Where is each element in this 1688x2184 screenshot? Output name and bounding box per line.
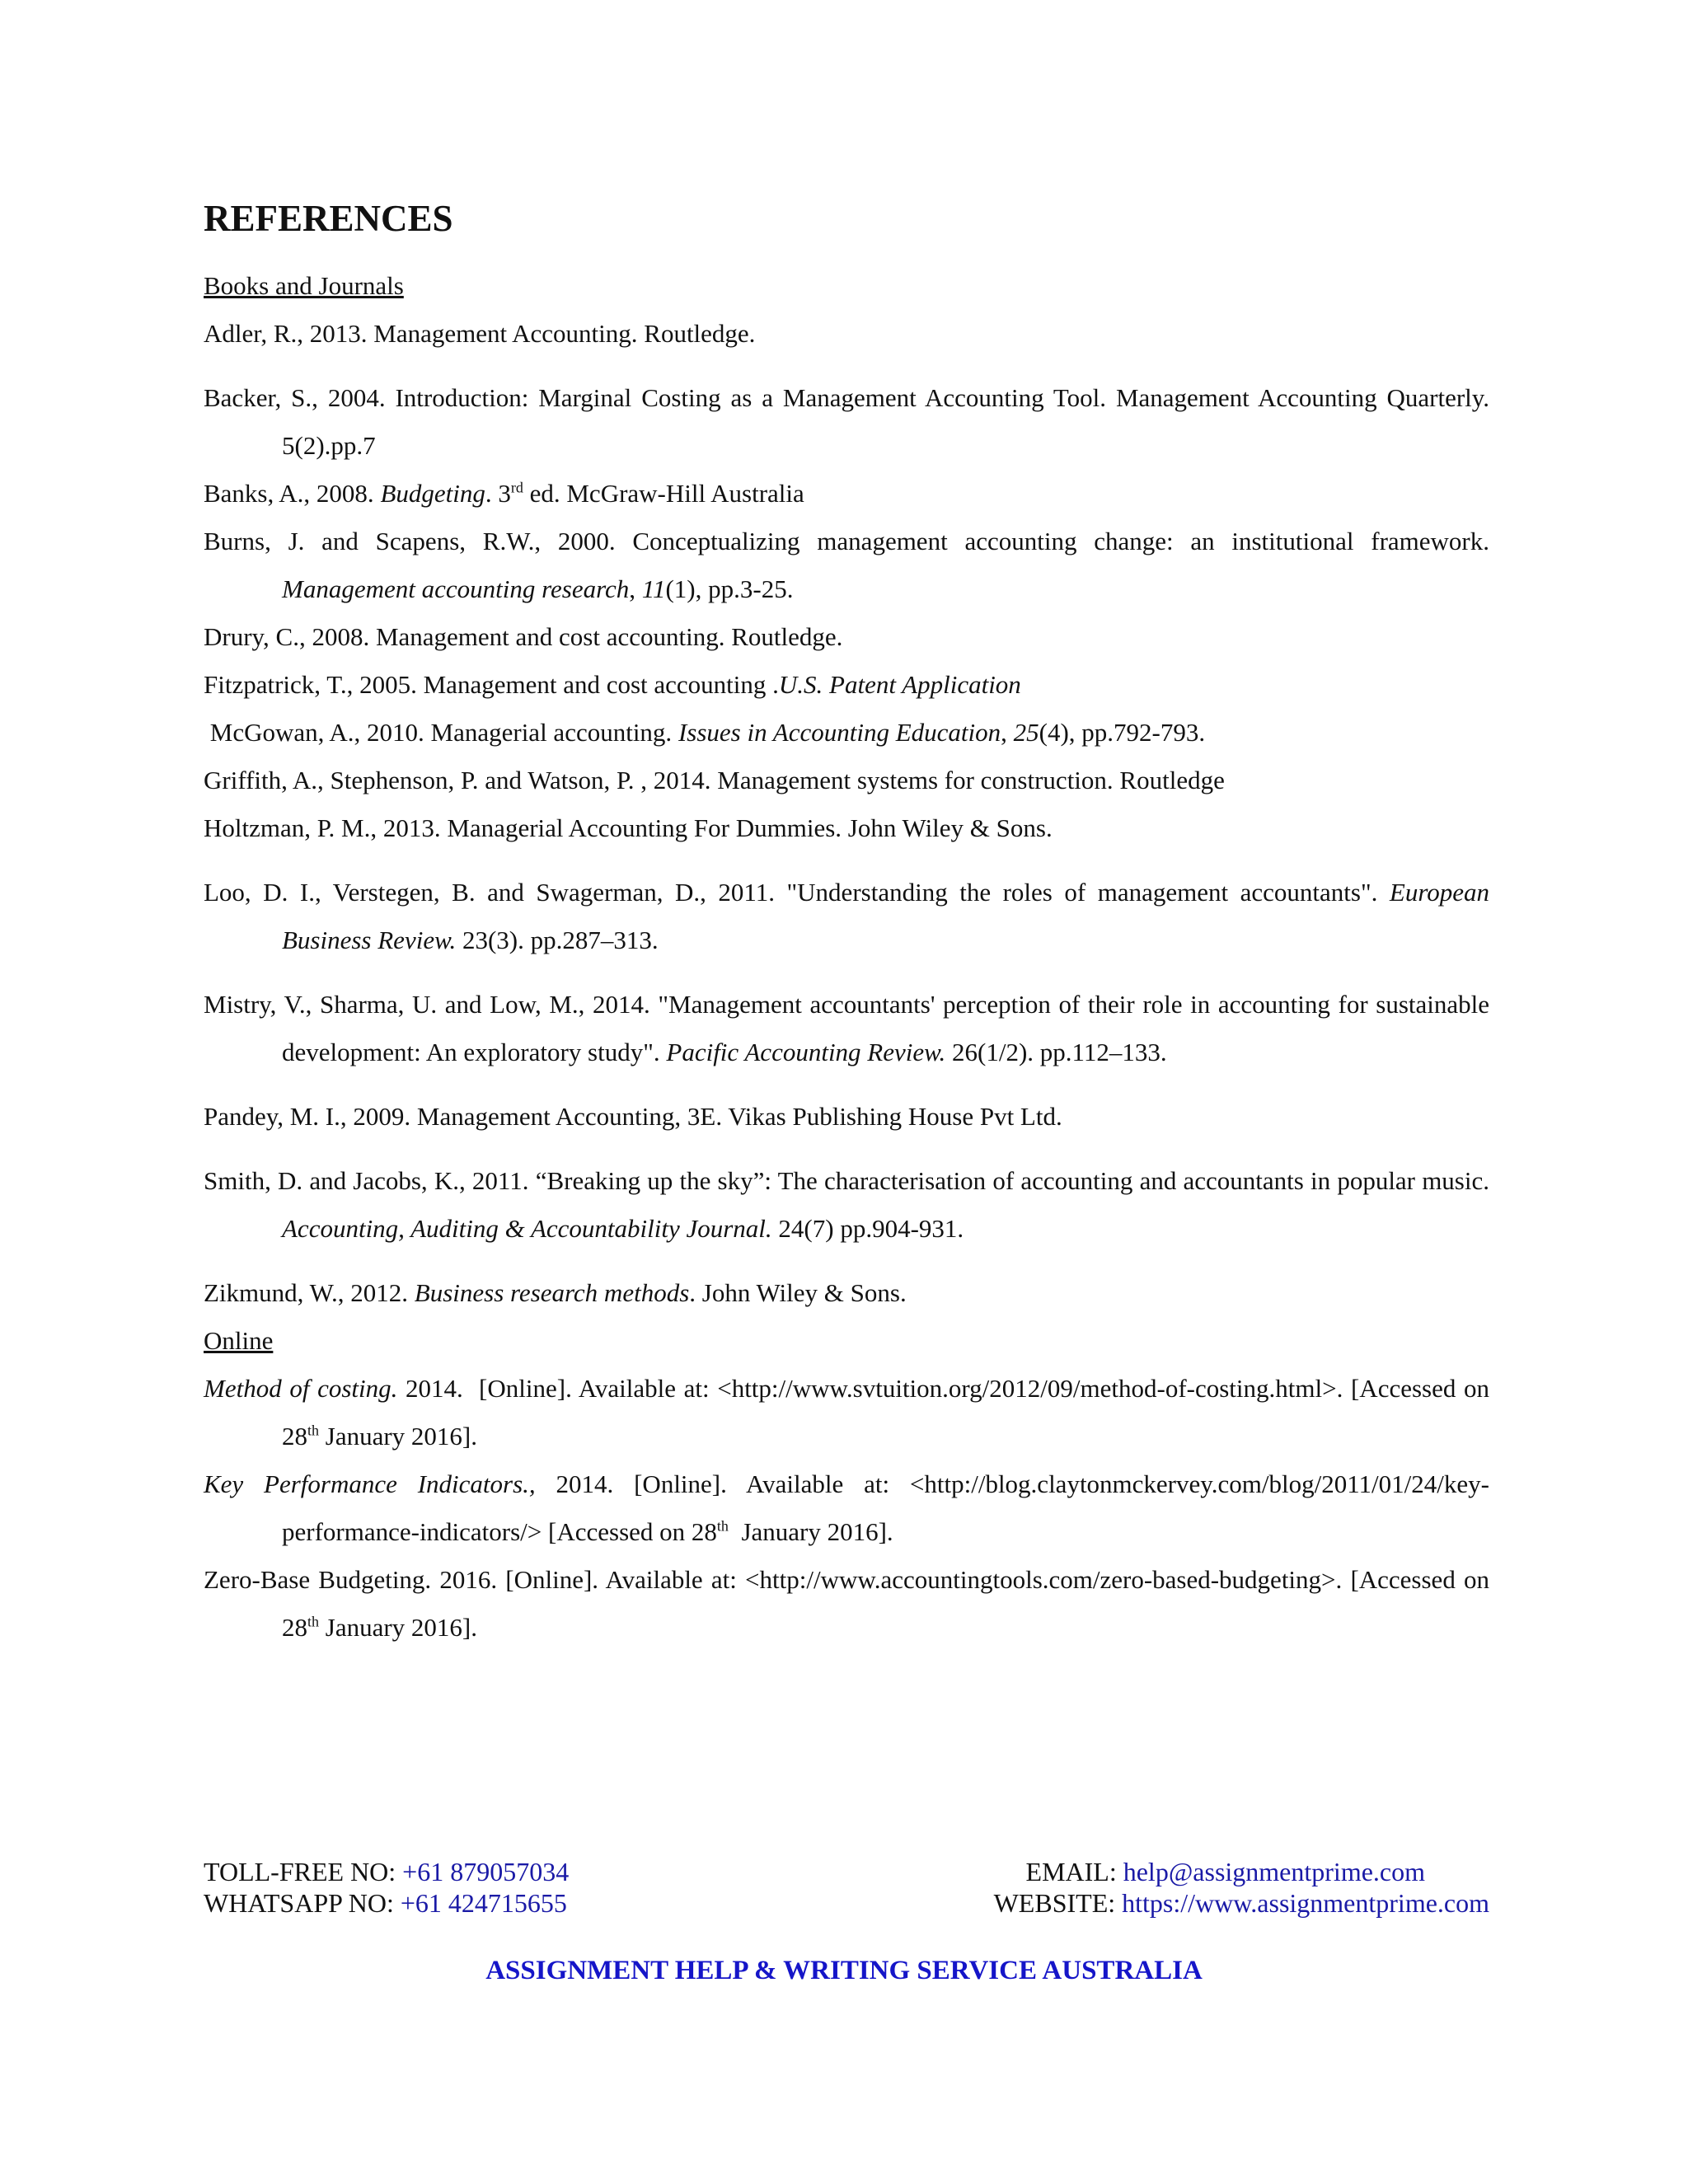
- whatsapp-line: [204, 1887, 781, 1919]
- ref-adler: Adler, R., 2013. Management Accounting. Routledge.: [204, 319, 756, 348]
- ref-volume: 11: [641, 574, 666, 603]
- tollfree-link[interactable]: +61 879057034: [402, 1857, 570, 1886]
- ref-text: January 2016].: [728, 1517, 893, 1546]
- ref-holtzman: Holtzman, P. M., 2013. Managerial Accounting For Dummies. John Wiley & Sons.: [204, 813, 1053, 842]
- ref-text: (1), pp.3-25.: [665, 574, 794, 603]
- ref-mistry: [204, 981, 1489, 1076]
- email-label: EMAIL:: [1025, 1857, 1123, 1886]
- website-link[interactable]: https://www.assignmentprime.com: [1122, 1888, 1489, 1918]
- ref-text: Zero-Base Budgeting. 2016. [Online]. Available at: <http://www.accountingtools.com/zero-based-budgeting>. [Accessed on 28: [204, 1565, 1489, 1642]
- ref-text: Banks, A., 2008.: [204, 479, 381, 508]
- tollfree-label: TOLL-FREE NO:: [204, 1857, 403, 1886]
- ref-text: January 2016].: [319, 1613, 477, 1642]
- ref-smith: [204, 1157, 1489, 1253]
- ref-loo: [204, 869, 1489, 964]
- references-content: [204, 196, 1496, 1652]
- website-line: [994, 1887, 1489, 1919]
- website-label: WEBSITE:: [993, 1888, 1123, 1918]
- ref-text: . 3: [485, 479, 511, 508]
- ref-burns: [204, 518, 1489, 613]
- ref-drury: Drury, C., 2008. Management and cost accounting. Routledge.: [204, 622, 843, 651]
- ref-volume: 25: [1013, 718, 1039, 747]
- ref-mcgowan: [204, 709, 1489, 757]
- ref-backer: Backer, S., 2004. Introduction: Marginal Costing as a Management Accounting Tool. Management Accounting Quarterly. 5(2).pp.7: [204, 383, 1489, 460]
- ref-title: Business research methods: [414, 1278, 690, 1307]
- ref-journal: European Business Review.: [282, 878, 1489, 954]
- ref-journal: Management accounting research: [282, 574, 630, 603]
- whatsapp-link[interactable]: +61 424715655: [400, 1888, 567, 1918]
- ref-journal: U.S. Patent Application: [778, 670, 1021, 699]
- ref-pandey: Pandey, M. I., 2009. Management Accounting, 3E. Vikas Publishing House Pvt Ltd.: [204, 1102, 1062, 1131]
- whatsapp-label: WHATSAPP NO:: [204, 1888, 401, 1918]
- tollfree-line: [204, 1856, 781, 1887]
- superscript: th: [307, 1422, 320, 1439]
- ref-text: ,: [1001, 718, 1014, 747]
- ref-text: McGowan, A., 2010. Managerial accounting.: [204, 718, 678, 747]
- superscript: rd: [510, 479, 523, 496]
- superscript: th: [716, 1517, 729, 1535]
- ref-key-performance-indicators: [204, 1460, 1489, 1556]
- footer-row: [204, 1887, 1489, 1919]
- ref-fitzpatrick: [204, 661, 1489, 709]
- ref-zero-base-budgeting: [204, 1556, 1489, 1652]
- ref-journal: Accounting, Auditing & Accountability Journal.: [282, 1214, 772, 1243]
- ref-text: Loo, D. I., Verstegen, B. and Swagerman, D., 2011. "Understanding the roles of management accountants".: [204, 878, 1390, 907]
- footer-row: [204, 1856, 1489, 1887]
- superscript: th: [307, 1613, 320, 1630]
- ref-text: Zikmund, W., 2012.: [204, 1278, 415, 1307]
- ref-text: Mistry, V., Sharma, U. and Low, M., 2014. "Management accountants' perception of their role in accounting for sustainable development: An exploratory study".: [204, 990, 1489, 1066]
- ref-zikmund: [204, 1269, 1489, 1317]
- email-link[interactable]: help@assignmentprime.com: [1123, 1857, 1425, 1886]
- footer-tagline: ASSIGNMENT HELP & WRITING SERVICE AUSTRALIA: [485, 1956, 1203, 1985]
- ref-text: . John Wiley & Sons.: [689, 1278, 907, 1307]
- ref-text: Burns, J. and Scapens, R.W., 2000. Conceptualizing management accounting change: an institutional framework.: [204, 527, 1489, 555]
- page-title: REFERENCES: [204, 198, 453, 239]
- ref-text: January 2016].: [319, 1422, 477, 1451]
- ref-text: 24(7) pp.904-931.: [771, 1214, 964, 1243]
- ref-text: Smith, D. and Jacobs, K., 2011. “Breaking up the sky”: The characterisation of accounting and accountants in popular music.: [204, 1166, 1489, 1195]
- ref-title: Key Performance Indicators.,: [204, 1469, 536, 1498]
- ref-griffith: Griffith, A., Stephenson, P. and Watson, P. , 2014. Management systems for construction. Routledge: [204, 766, 1225, 794]
- ref-title: Budgeting: [380, 479, 485, 508]
- ref-text: ,: [629, 574, 642, 603]
- ref-text: 26(1/2). pp.112–133.: [945, 1038, 1167, 1066]
- ref-journal: Issues in Accounting Education: [678, 718, 1001, 747]
- ref-text: 2014. [Online]. Available at: <http://blog.claytonmckervey.com/blog/2011/01/24/key-performance-indicators/> [Accessed on 28: [282, 1469, 1489, 1546]
- ref-text: (4), pp.792-793.: [1039, 718, 1206, 747]
- ref-text: Fitzpatrick, T., 2005. Management and cost accounting .: [204, 670, 779, 699]
- ref-banks: [204, 470, 1489, 518]
- ref-text: 2014. [Online]. Available at: <http://www.svtuition.org/2012/09/method-of-costing.html>. [Accessed on 28: [282, 1374, 1496, 1451]
- section-books-journals: Books and Journals: [204, 271, 404, 300]
- section-online: Online: [204, 1326, 274, 1355]
- ref-journal: Pacific Accounting Review.: [666, 1038, 946, 1066]
- ref-text: ed. McGraw-Hill Australia: [523, 479, 804, 508]
- page-footer: [204, 1856, 1489, 1919]
- ref-title: Method of costing.: [204, 1374, 398, 1403]
- ref-text: 23(3). pp.287–313.: [456, 926, 659, 954]
- ref-method-of-costing: [204, 1365, 1496, 1460]
- email-line: [1026, 1856, 1489, 1887]
